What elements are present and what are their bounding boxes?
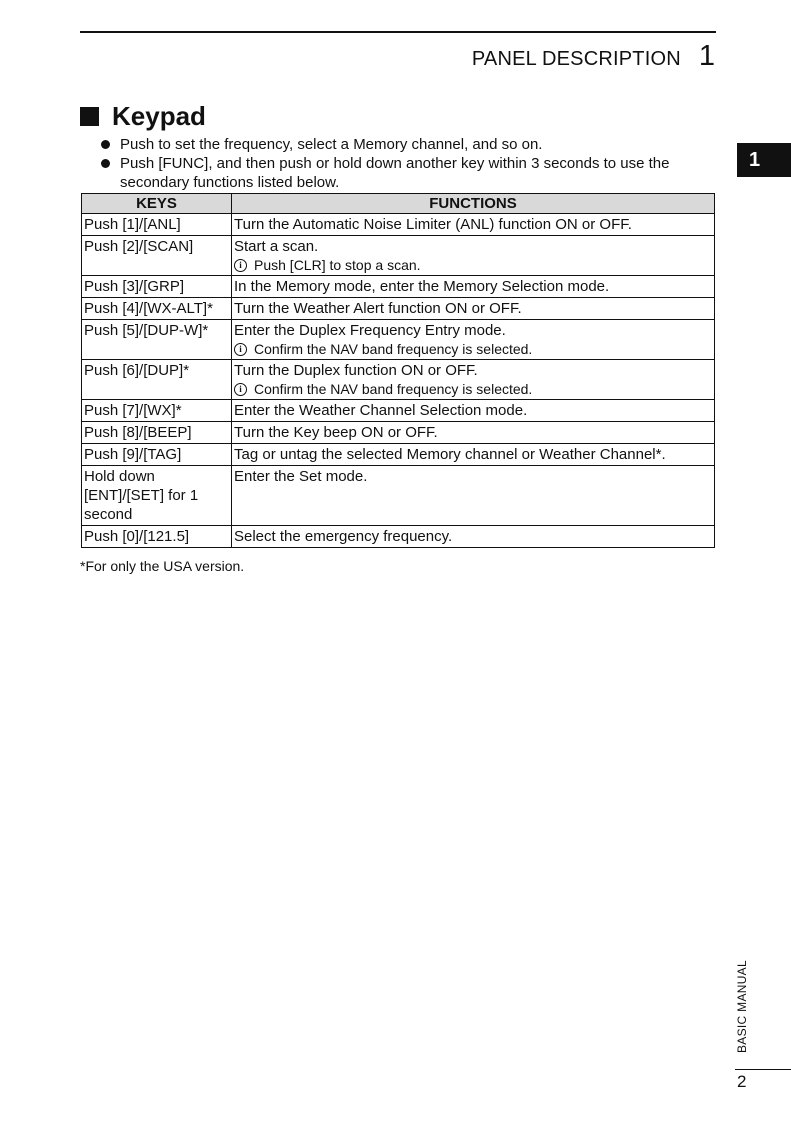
function-cell — [232, 360, 715, 400]
function-text: Turn the Key beep ON or OFF. — [234, 424, 438, 441]
keys-column-header: KEYS — [82, 194, 232, 214]
table-row — [82, 298, 715, 320]
table-row — [82, 276, 715, 298]
table-row — [82, 320, 715, 360]
chapter-side-tab: 1 — [737, 143, 791, 177]
function-note — [234, 340, 712, 358]
intro-bullets — [101, 135, 716, 192]
function-text: Enter the Weather Channel Selection mode. — [234, 402, 528, 419]
table-row — [82, 400, 715, 422]
key-cell: Push [9]/[TAG] — [82, 444, 232, 466]
key-cell: Push [7]/[WX]* — [82, 400, 232, 422]
bullet-dot-icon — [101, 140, 110, 149]
function-cell — [232, 298, 715, 320]
table-row — [82, 214, 715, 236]
section-heading — [80, 101, 206, 132]
bullet-dot-icon — [101, 159, 110, 168]
function-cell — [232, 320, 715, 360]
function-text: Turn the Duplex function ON or OFF. — [234, 362, 478, 379]
key-cell: Push [4]/[WX-ALT]* — [82, 298, 232, 320]
manual-side-label: BASIC MANUAL — [735, 960, 749, 1053]
table-header-row — [82, 194, 715, 214]
key-cell: Push [0]/[121.5] — [82, 526, 232, 548]
info-circle-icon: i — [234, 383, 247, 396]
chapter-title: PANEL DESCRIPTION — [471, 48, 681, 70]
top-rule — [80, 31, 716, 33]
table-row — [82, 422, 715, 444]
function-cell — [232, 276, 715, 298]
list-item — [101, 135, 716, 154]
table-row — [82, 466, 715, 526]
function-text: Enter the Set mode. — [234, 468, 368, 485]
table-row — [82, 444, 715, 466]
square-bullet-icon — [80, 107, 99, 126]
note-text: Push [CLR] to stop a scan. — [254, 257, 421, 273]
chapter-header — [472, 40, 715, 73]
info-circle-icon: i — [234, 259, 247, 272]
function-text: Start a scan. — [234, 238, 319, 255]
function-cell — [232, 236, 715, 276]
footer-rule — [735, 1069, 791, 1070]
key-cell: Push [2]/[SCAN] — [82, 236, 232, 276]
table-row — [82, 526, 715, 548]
key-cell: Push [5]/[DUP-W]* — [82, 320, 232, 360]
key-cell: Hold down [ENT]/[SET] for 1 second — [82, 466, 232, 526]
keypad-functions-table — [81, 193, 715, 548]
note-text: Confirm the NAV band frequency is selected. — [254, 341, 533, 357]
page-number: 2 — [737, 1072, 747, 1091]
function-cell — [232, 526, 715, 548]
function-text: Select the emergency frequency. — [234, 528, 453, 545]
key-cell: Push [1]/[ANL] — [82, 214, 232, 236]
function-cell — [232, 444, 715, 466]
table-row — [82, 360, 715, 400]
footnote: *For only the USA version. — [80, 558, 245, 574]
info-circle-icon: i — [234, 343, 247, 356]
functions-column-header: FUNCTIONS — [232, 194, 715, 214]
function-text: Tag or untag the selected Memory channel or Weather Channel*. — [234, 446, 666, 463]
function-note — [234, 256, 712, 274]
key-cell: Push [3]/[GRP] — [82, 276, 232, 298]
function-cell — [232, 466, 715, 526]
bullet-text: Push [FUNC], and then push or hold down another key within 3 seconds to use the secondary functions listed below. — [120, 155, 670, 191]
function-text: Turn the Weather Alert function ON or OFF. — [234, 300, 522, 317]
table-row — [82, 236, 715, 276]
chapter-number: 1 — [698, 40, 715, 72]
function-text: Turn the Automatic Noise Limiter (ANL) function ON or OFF. — [234, 216, 632, 233]
note-text: Confirm the NAV band frequency is selected. — [254, 381, 533, 397]
function-note — [234, 380, 712, 398]
section-title: Keypad — [112, 101, 206, 131]
key-cell: Push [8]/[BEEP] — [82, 422, 232, 444]
bullet-text: Push to set the frequency, select a Memory channel, and so on. — [120, 136, 543, 153]
function-cell — [232, 422, 715, 444]
key-cell: Push [6]/[DUP]* — [82, 360, 232, 400]
function-text: Enter the Duplex Frequency Entry mode. — [234, 322, 506, 339]
function-cell — [232, 400, 715, 422]
function-text: In the Memory mode, enter the Memory Selection mode. — [234, 278, 610, 295]
list-item — [101, 154, 716, 192]
function-cell — [232, 214, 715, 236]
